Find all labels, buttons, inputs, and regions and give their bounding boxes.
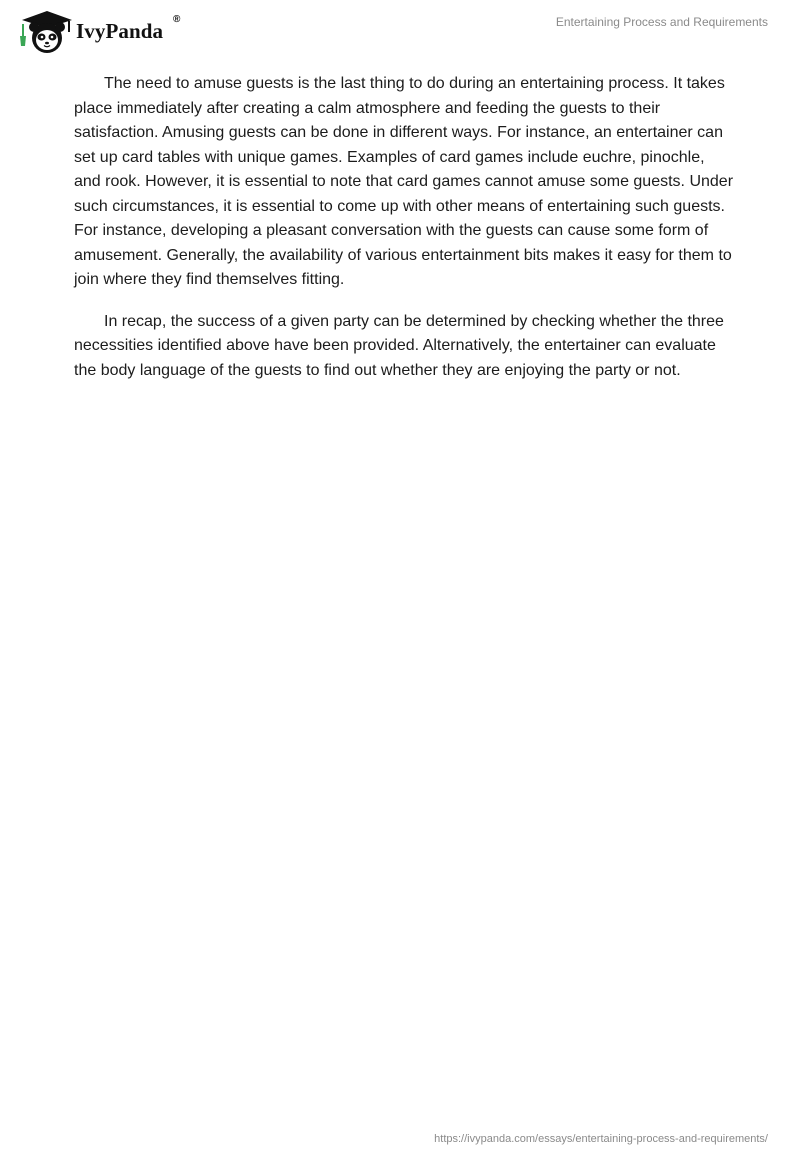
ivypanda-logo[interactable] [16, 8, 163, 56]
registered-mark: ® [173, 14, 181, 25]
paragraph: The need to amuse guests is the last thing to do during an entertaining process. It takes place immediately after creating a calm atmosphere and feeding the guests to their satisfaction. Amusing guests can be done in different ways. For instance, an entertainer can set up card tables with unique games. Examples of card games include euchre, pinochle, and rook. However, it is essential to note that card games cannot amuse some guests. Under such circumstances, it is essential to come up with other means of entertaining such guests. For instance, developing a pleasant conversation with the guests can cause some form of amusement. Generally, the availability of various entertainment bits makes it easy for them to join where they find themselves fitting. [74, 75, 734, 288]
paragraph: In recap, the success of a given party can be determined by checking whether the three necessities identified above have been provided. Alternatively, the entertainer can evaluate the body language of the guests to find out whether they are enjoying the party or not. [74, 312, 724, 379]
running-title: Entertaining Process and Requirements [555, 15, 768, 29]
essay-body [74, 72, 734, 400]
panda-graduation-cap-icon [16, 8, 74, 56]
logo-wordmark: IvyPanda [76, 18, 164, 43]
page-header [0, 0, 800, 64]
source-url[interactable]: https://ivypanda.com/essays/entertaining-process-and-requirements/ [434, 1133, 768, 1145]
